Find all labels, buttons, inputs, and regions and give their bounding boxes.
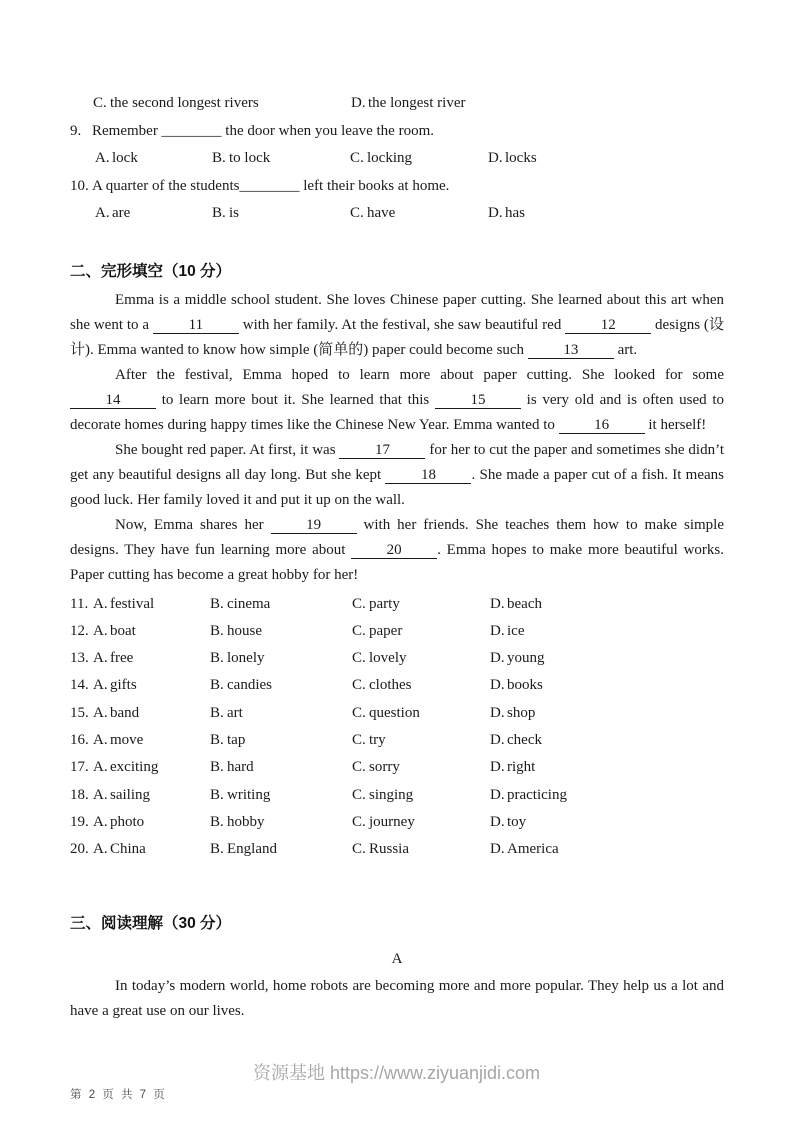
- option-text: singing: [369, 786, 414, 803]
- cloze-question-row: [70, 836, 724, 863]
- option-text: ice: [507, 622, 525, 639]
- option-c: [352, 700, 490, 727]
- option-letter: D.: [490, 622, 505, 639]
- option-c: [352, 809, 490, 836]
- page-content: [70, 90, 724, 1024]
- option-b: [210, 700, 352, 727]
- option-a: [95, 200, 212, 228]
- option-text: exciting: [110, 759, 159, 776]
- option-letter: D.: [490, 841, 505, 858]
- question-number: 10.: [70, 177, 89, 194]
- option-text: Russia: [369, 841, 410, 858]
- option-b: [210, 591, 352, 618]
- option-text: tap: [227, 731, 246, 748]
- option-letter: D.: [490, 786, 505, 803]
- option-letter: D.: [490, 759, 505, 776]
- option-letter: C.: [352, 841, 366, 858]
- option-letter: D.: [490, 731, 505, 748]
- cloze-section-heading: 二、完形填空（10 分）: [70, 262, 232, 280]
- page-number: 第 2 页 共 7 页: [70, 1089, 167, 1101]
- grammar-questions-block: [70, 118, 724, 228]
- option-text: try: [369, 731, 386, 748]
- option-text: festival: [110, 595, 155, 612]
- option-letter: C.: [352, 759, 366, 776]
- option-d: [490, 836, 724, 863]
- option-letter: B.: [212, 150, 226, 166]
- carryover-options-row: [70, 90, 724, 118]
- option-text: locks: [505, 150, 537, 166]
- cloze-question-row: [70, 754, 724, 781]
- option-d: [490, 591, 724, 618]
- option-letter: D.: [488, 150, 503, 166]
- option-text: the second longest rivers: [110, 95, 259, 111]
- cloze-passage: [70, 288, 724, 588]
- option-letter: C.: [352, 813, 366, 830]
- option-text: band: [110, 704, 140, 721]
- question-number: 15.: [70, 704, 89, 721]
- option-b: [210, 809, 352, 836]
- cloze-blank-20: 20: [351, 542, 437, 559]
- option-text: candies: [227, 677, 272, 694]
- option-letter: C.: [352, 677, 366, 694]
- option-text: locking: [367, 150, 412, 166]
- question-and-option-a: [70, 591, 210, 618]
- option-c: [352, 672, 490, 699]
- options-row: [70, 145, 724, 173]
- option-text: young: [507, 650, 545, 667]
- reading-passage-label: A: [391, 951, 403, 968]
- option-text: paper: [369, 622, 403, 639]
- question-and-option-a: [70, 618, 210, 645]
- option-c: [350, 200, 488, 228]
- option-letter: A.: [93, 813, 108, 830]
- option-letter: B.: [210, 704, 224, 721]
- cloze-paragraph: After the festival, Emma hoped to learn more about paper cutting. She looked for some 14 to learn more bout it. She learned that this 15 is very old and is often used to decorate homes during happy times like the Chinese New Year. Emma wanted to 16 it herself!: [70, 366, 724, 433]
- option-b: [210, 754, 352, 781]
- option-letter: D.: [351, 95, 366, 111]
- question-number: 13.: [70, 650, 89, 667]
- question-and-option-a: [70, 782, 210, 809]
- option-b: [212, 200, 350, 228]
- question-number: 14.: [70, 677, 89, 694]
- option-c: [352, 727, 490, 754]
- option-d: [351, 90, 724, 118]
- cloze-blank-19: 19: [271, 517, 357, 534]
- question-number: 16.: [70, 731, 89, 748]
- cloze-blank-14: 14: [70, 392, 156, 409]
- option-letter: C.: [352, 704, 366, 721]
- option-text: beach: [507, 595, 542, 612]
- option-a: [95, 145, 212, 173]
- cloze-blank-17: 17: [339, 442, 425, 459]
- option-letter: B.: [210, 813, 224, 830]
- option-text: move: [110, 731, 144, 748]
- question-and-option-a: [70, 727, 210, 754]
- question-text: A quarter of the students________ left their books at home.: [92, 177, 450, 194]
- option-c: [93, 90, 351, 118]
- reading-paragraph: In today’s modern world, home robots are becoming more and more popular. They help us a lot and have a great use on our lives.: [70, 978, 724, 1020]
- option-letter: C.: [352, 731, 366, 748]
- option-text: England: [227, 841, 277, 858]
- option-d: [488, 145, 724, 173]
- question-number: 19.: [70, 813, 89, 830]
- reading-section-heading: 三、阅读理解（30 分）: [70, 915, 232, 933]
- option-letter: B.: [212, 205, 226, 221]
- option-d: [490, 700, 724, 727]
- option-letter: A.: [93, 786, 108, 803]
- question-number: 20.: [70, 841, 89, 858]
- question-number: 17.: [70, 759, 89, 776]
- option-letter: A.: [93, 677, 108, 694]
- option-text: hard: [227, 759, 254, 776]
- option-c: [352, 782, 490, 809]
- option-d: [490, 809, 724, 836]
- option-letter: C.: [350, 150, 364, 166]
- question-stem: [70, 118, 724, 146]
- option-letter: A.: [93, 759, 108, 776]
- option-d: [490, 618, 724, 645]
- cloze-blank-11: 11: [153, 317, 239, 334]
- option-letter: B.: [210, 731, 224, 748]
- question-number: 9.: [70, 122, 82, 139]
- question-and-option-a: [70, 754, 210, 781]
- option-b: [210, 618, 352, 645]
- option-letter: C.: [350, 205, 364, 221]
- option-d: [490, 672, 724, 699]
- option-text: practicing: [507, 786, 567, 803]
- question-and-option-a: [70, 645, 210, 672]
- option-text: journey: [369, 813, 415, 830]
- option-letter: A.: [93, 841, 108, 858]
- watermark-link[interactable]: 资源基地 https://www.ziyuanjidi.com: [252, 1063, 541, 1083]
- option-b: [210, 836, 352, 863]
- option-letter: C.: [93, 95, 107, 111]
- cloze-paragraph: She bought red paper. At first, it was 17 for her to cut the paper and sometimes she didn’t get any beautiful designs all day long. But she kept 18 . She made a paper cut of a fish. It means good luck. Her family loved it and put it up on the wall.: [70, 441, 724, 508]
- option-letter: C.: [352, 786, 366, 803]
- option-c: [352, 645, 490, 672]
- options-row: [70, 200, 724, 228]
- option-d: [490, 754, 724, 781]
- option-text: art: [227, 704, 243, 721]
- option-letter: D.: [490, 677, 505, 694]
- option-text: check: [507, 731, 542, 748]
- option-text: cinema: [227, 595, 271, 612]
- cloze-blank-16: 16: [559, 417, 645, 434]
- option-text: toy: [507, 813, 527, 830]
- option-letter: A.: [95, 205, 110, 221]
- cloze-question-row: [70, 672, 724, 699]
- option-text: free: [110, 650, 134, 667]
- option-d: [490, 782, 724, 809]
- option-letter: D.: [490, 650, 505, 667]
- cloze-blank-15: 15: [435, 392, 521, 409]
- option-text: party: [369, 595, 400, 612]
- question-number: 11.: [70, 595, 89, 612]
- option-c: [350, 145, 488, 173]
- option-letter: D.: [490, 595, 505, 612]
- cloze-blank-18: 18: [385, 467, 471, 484]
- option-letter: A.: [93, 704, 108, 721]
- option-letter: A.: [93, 595, 108, 612]
- option-text: are: [112, 205, 131, 221]
- cloze-question-row: [70, 700, 724, 727]
- option-text: the longest river: [368, 95, 466, 111]
- option-text: lovely: [369, 650, 407, 667]
- option-text: hobby: [227, 813, 265, 830]
- option-text: has: [505, 205, 525, 221]
- option-text: question: [369, 704, 420, 721]
- option-letter: B.: [210, 677, 224, 694]
- option-letter: B.: [210, 650, 224, 667]
- option-text: gifts: [110, 677, 137, 694]
- question-text: Remember ________ the door when you leave the room.: [92, 122, 434, 139]
- cloze-paragraph: Now, Emma shares her 19 with her friends. She teaches them how to make simple designs. They have fun learning more about 20 . Emma hopes to make more beautiful works. Paper cutting has become a great hobby for her!: [70, 516, 724, 583]
- option-letter: B.: [210, 595, 224, 612]
- option-b: [210, 782, 352, 809]
- option-letter: A.: [93, 731, 108, 748]
- cloze-blank-12: 12: [565, 317, 651, 334]
- option-b: [210, 727, 352, 754]
- option-text: photo: [110, 813, 145, 830]
- option-letter: D.: [490, 704, 505, 721]
- option-b: [210, 672, 352, 699]
- option-letter: A.: [95, 150, 110, 166]
- option-c: [352, 754, 490, 781]
- option-text: books: [507, 677, 543, 694]
- option-letter: A.: [93, 650, 108, 667]
- question-and-option-a: [70, 836, 210, 863]
- cloze-question-row: [70, 809, 724, 836]
- option-text: clothes: [369, 677, 412, 694]
- option-text: writing: [227, 786, 271, 803]
- option-d: [490, 645, 724, 672]
- option-text: boat: [110, 622, 136, 639]
- cloze-question-row: [70, 727, 724, 754]
- cloze-question-row: [70, 618, 724, 645]
- option-letter: D.: [490, 813, 505, 830]
- option-text: is: [229, 205, 240, 221]
- option-letter: B.: [210, 841, 224, 858]
- question-and-option-a: [70, 700, 210, 727]
- option-letter: B.: [210, 622, 224, 639]
- option-text: right: [507, 759, 536, 776]
- option-letter: C.: [352, 650, 366, 667]
- option-b: [212, 145, 350, 173]
- cloze-paragraph: Emma is a middle school student. She loves Chinese paper cutting. She learned about this art when she went to a 11 with her family. At the festival, she saw beautiful red 12 designs (设计). Emma wanted to know how simple (简单的) paper could become such 13 art.: [70, 291, 724, 358]
- option-letter: D.: [488, 205, 503, 221]
- question-and-option-a: [70, 672, 210, 699]
- question-and-option-a: [70, 809, 210, 836]
- cloze-question-row: [70, 645, 724, 672]
- cloze-questions-block: [70, 591, 724, 864]
- option-c: [352, 591, 490, 618]
- option-c: [352, 618, 490, 645]
- question-number: 18.: [70, 786, 89, 803]
- option-text: have: [367, 205, 396, 221]
- option-b: [210, 645, 352, 672]
- question-stem: [70, 173, 724, 201]
- option-text: sailing: [110, 786, 150, 803]
- question-number: 12.: [70, 622, 89, 639]
- option-d: [488, 200, 724, 228]
- option-letter: B.: [210, 786, 224, 803]
- option-d: [490, 727, 724, 754]
- option-text: lonely: [227, 650, 265, 667]
- option-text: China: [110, 841, 146, 858]
- option-text: sorry: [369, 759, 400, 776]
- option-text: to lock: [229, 150, 271, 166]
- option-text: America: [507, 841, 559, 858]
- option-text: lock: [112, 150, 138, 166]
- cloze-blank-13: 13: [528, 342, 614, 359]
- option-text: house: [227, 622, 262, 639]
- cloze-question-row: [70, 782, 724, 809]
- option-letter: C.: [352, 622, 366, 639]
- option-letter: C.: [352, 595, 366, 612]
- option-c: [352, 836, 490, 863]
- option-letter: A.: [93, 622, 108, 639]
- option-text: shop: [507, 704, 536, 721]
- option-letter: B.: [210, 759, 224, 776]
- cloze-question-row: [70, 591, 724, 618]
